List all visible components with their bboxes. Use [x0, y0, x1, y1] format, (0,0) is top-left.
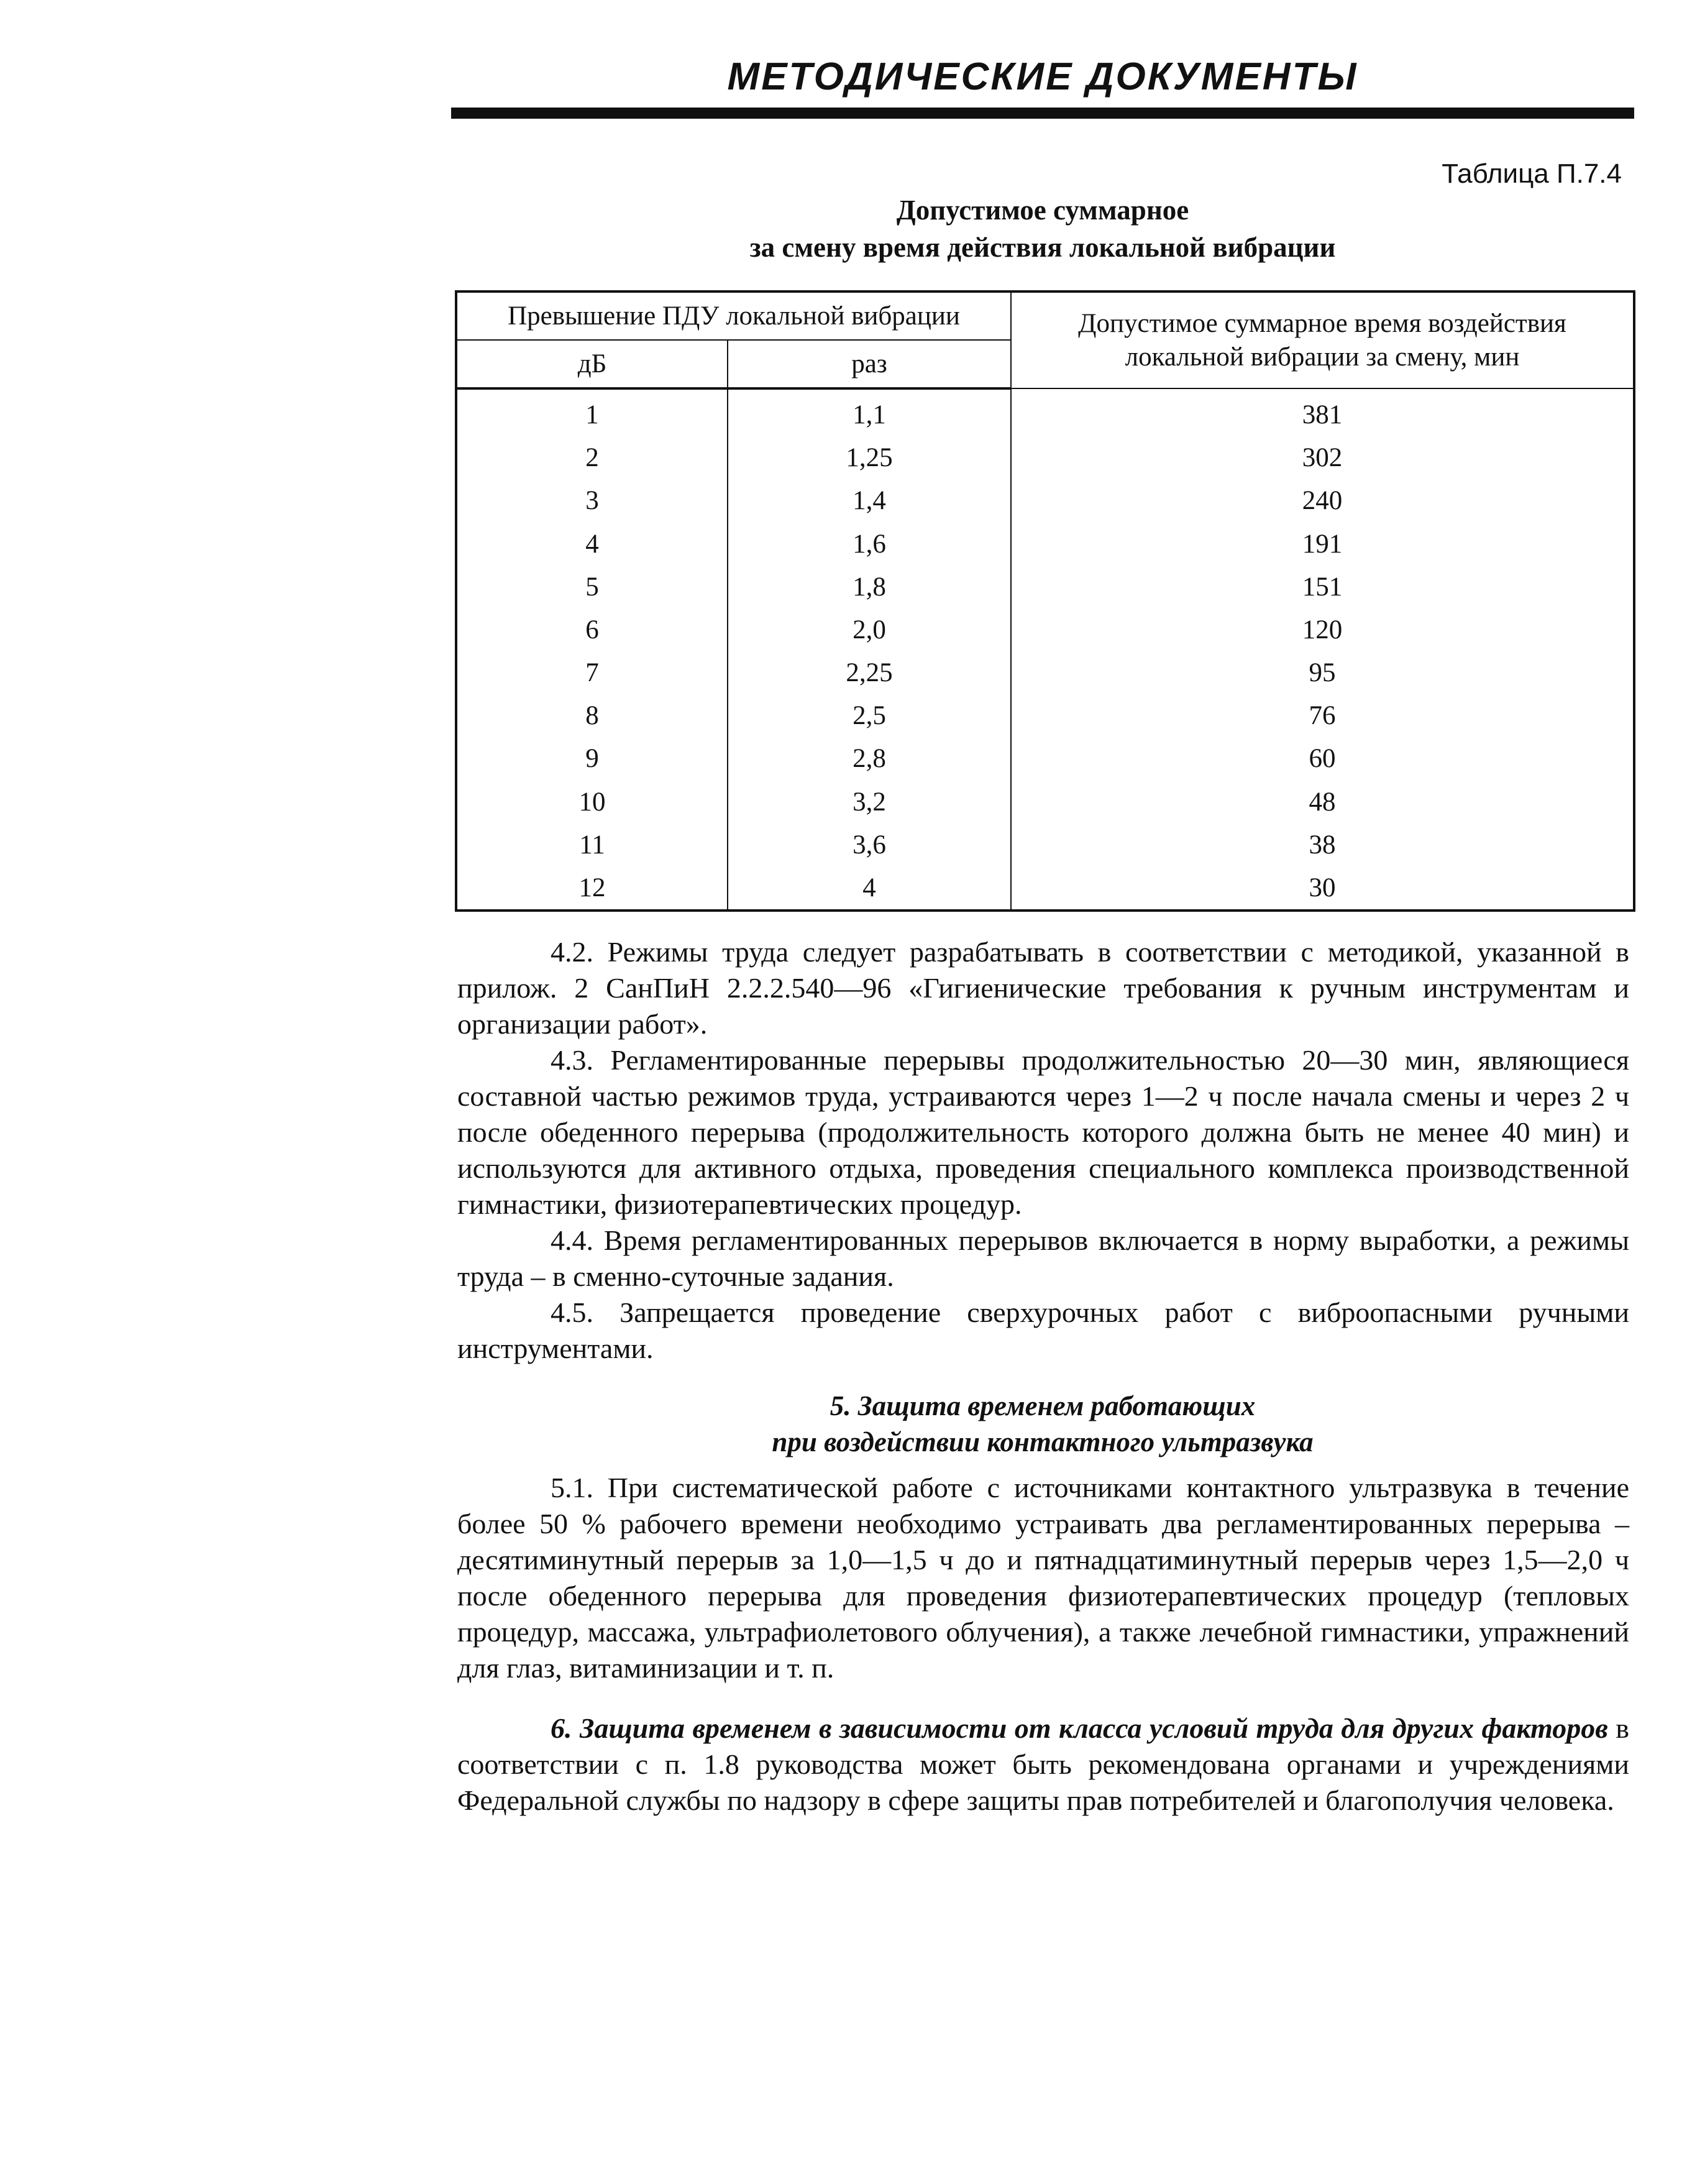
cell-times: 1,8: [728, 566, 1011, 608]
cell-db: 5: [456, 566, 728, 608]
cell-minutes: 38: [1011, 824, 1634, 866]
table-row: [456, 522, 1634, 565]
cell-minutes: 302: [1011, 436, 1634, 479]
cell-minutes: 95: [1011, 651, 1634, 694]
body-text-section6: [457, 1710, 1629, 1819]
cell-times: 2,0: [728, 608, 1011, 651]
table-row: [456, 737, 1634, 780]
cell-minutes: 48: [1011, 780, 1634, 823]
cell-db: 2: [456, 436, 728, 479]
table-row: [456, 566, 1634, 608]
vibration-table: [455, 290, 1635, 912]
table-title-line: Допустимое суммарное: [896, 195, 1189, 226]
header-exceed: Превышение ПДУ локальной вибрации: [456, 291, 1011, 340]
table-title-line: за смену время действия локальной вибрации: [749, 232, 1336, 263]
cell-minutes: 60: [1011, 737, 1634, 780]
table-body: [456, 388, 1634, 911]
cell-db: 4: [456, 522, 728, 565]
table-row: [456, 866, 1634, 911]
cell-db: 10: [456, 780, 728, 823]
paragraph-4-2: 4.2. Режимы труда следует разрабатывать в соответствии с методикой, указанной в прилож. 2 СанПиН 2.2.2.540—96 «Гигиенические требования к ручным инструментам и организации работ».: [457, 936, 1629, 1040]
cell-db: 6: [456, 608, 728, 651]
cell-times: 2,8: [728, 737, 1011, 780]
cell-times: 1,1: [728, 388, 1011, 436]
section-6-lead: 6. Защита временем в зависимости от класса условий труда для других факторов: [551, 1712, 1608, 1744]
cell-times: 1,25: [728, 436, 1011, 479]
header-db: дБ: [456, 340, 728, 388]
header-time-line: Допустимое суммарное время воздействия: [1078, 308, 1566, 338]
paragraph-4-5: 4.5. Запрещается проведение сверхурочных работ с виброопасными ручными инструментами.: [457, 1296, 1629, 1364]
table-row: [456, 436, 1634, 479]
cell-minutes: 76: [1011, 694, 1634, 737]
cell-minutes: 30: [1011, 866, 1634, 911]
header-time-line: локальной вибрации за смену, мин: [1125, 342, 1520, 372]
table-title: [451, 191, 1634, 266]
cell-times: 1,4: [728, 479, 1011, 522]
cell-times: 3,6: [728, 824, 1011, 866]
cell-db: 9: [456, 737, 728, 780]
header-rule: [451, 108, 1634, 119]
cell-times: 3,2: [728, 780, 1011, 823]
cell-minutes: 191: [1011, 522, 1634, 565]
cell-minutes: 151: [1011, 566, 1634, 608]
cell-db: 1: [456, 388, 728, 436]
table-number: Таблица П.7.4: [1442, 158, 1622, 189]
cell-db: 3: [456, 479, 728, 522]
cell-db: 11: [456, 824, 728, 866]
header-allowed-time: [1011, 291, 1634, 388]
table-row: [456, 608, 1634, 651]
section-6-text: в соответствии с п. 1.8 руководства может быть рекомендована органами и учреждениями Федеральной службы по надзору в сфере защиты прав потребителей и благополучия человека.: [457, 1712, 1629, 1816]
body-text-section4: [457, 934, 1629, 1367]
paragraph-4-4: 4.4. Время регламентированных перерывов включается в норму выработки, а режимы труда – в сменно-суточные задания.: [457, 1224, 1629, 1292]
section-heading-line: 5. Защита временем работающих: [830, 1390, 1256, 1421]
body-text-section5: [457, 1470, 1629, 1686]
cell-db: 12: [456, 866, 728, 911]
paragraph-5-1: 5.1. При систематической работе с источниками контактного ультразвука в течение более 50 % рабочего времени необходимо устраивать два регламентированных перерыва – десятиминутный перерыв за 1,0—1,5 ч до и пятнадцатиминутный перерыв через 1,5—2,0 ч после обеденного перерыва для проведения физиотерапевтических процедур (тепловых процедур, массажа, ультрафиолетового облучения), а также лечебной гимнастики, упражнений для глаз, витаминизации и т. п.: [457, 1472, 1629, 1684]
table-row: [456, 651, 1634, 694]
section-heading-line: при воздействии контактного ультразвука: [772, 1426, 1314, 1457]
cell-minutes: 240: [1011, 479, 1634, 522]
running-head: МЕТОДИЧЕСКИЕ ДОКУМЕНТЫ: [727, 55, 1358, 98]
table-row: [456, 388, 1634, 436]
section-5-heading: [451, 1388, 1634, 1460]
cell-times: 1,6: [728, 522, 1011, 565]
table-row: [456, 694, 1634, 737]
cell-db: 8: [456, 694, 728, 737]
cell-minutes: 120: [1011, 608, 1634, 651]
cell-times: 4: [728, 866, 1011, 911]
table-row: [456, 479, 1634, 522]
cell-minutes: 381: [1011, 388, 1634, 436]
paragraph-4-3: 4.3. Регламентированные перерывы продолжительностью 20—30 мин, являющиеся составной частью режимов труда, устраиваются через 1—2 ч после начала смены и через 2 ч после обеденного перерыва (продолжительность которого должна быть не менее 40 мин) и используются для активного отдыха, проведения специального комплекса производственной гимнастики, физиотерапевтических процедур.: [457, 1044, 1629, 1220]
cell-db: 7: [456, 651, 728, 694]
cell-times: 2,5: [728, 694, 1011, 737]
table-row: [456, 824, 1634, 866]
table-row: [456, 780, 1634, 823]
paragraph-6: [457, 1710, 1629, 1819]
header-times: раз: [728, 340, 1011, 388]
cell-times: 2,25: [728, 651, 1011, 694]
